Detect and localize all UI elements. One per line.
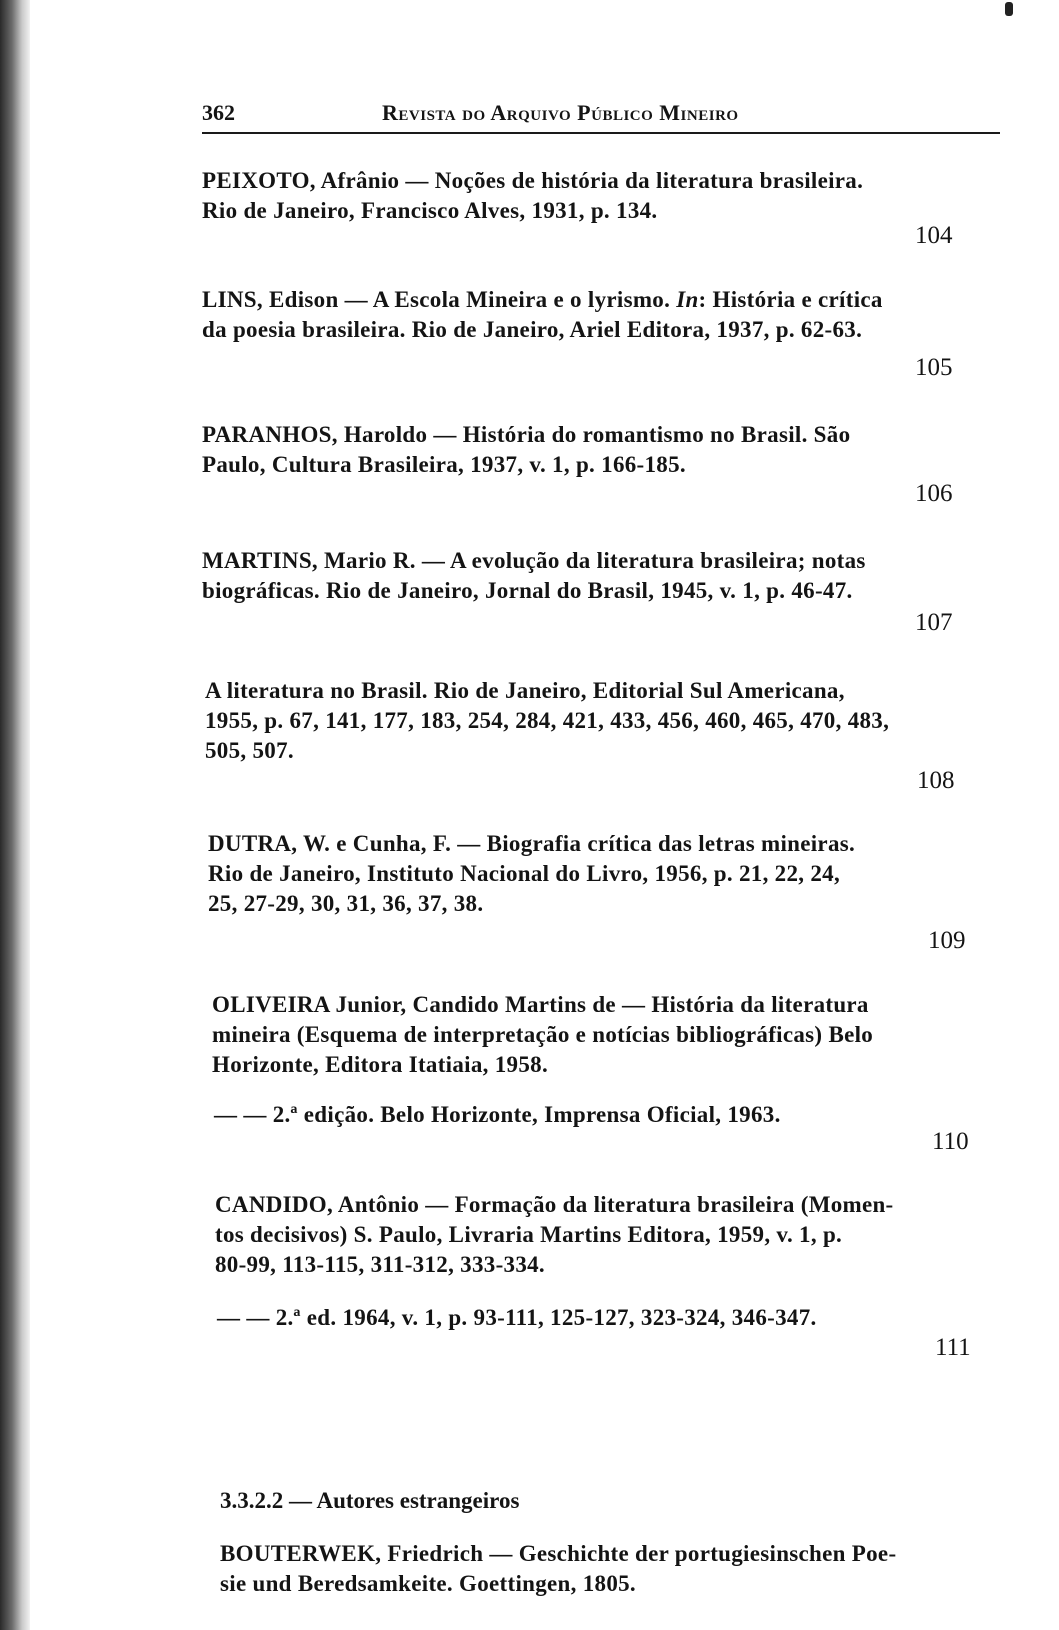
entry-line: 1955, p. 67, 141, 177, 183, 254, 284, 421, 433, 456, 460, 465, 470, 483, [205,708,890,733]
entry-line: PEIXOTO, Afrânio — Noções de história da literatura brasileira. [202,168,864,193]
entry-number: 108 [917,767,955,794]
entry-number: 109 [928,927,966,954]
entry-line: Horizonte, Editora Itatiaia, 1958. [212,1052,548,1077]
entry-line: 80-99, 113-115, 311-312, 333-334. [215,1252,545,1277]
bibliography-entry-105 [202,285,883,345]
bibliography-entry-107 [202,546,866,606]
page-number: 362 [202,100,235,125]
entry-line: BOUTERWEK, Friedrich — Geschichte der portugiesinschen Poe- [220,1541,897,1566]
entry-line: PARANHOS, Haroldo — História do romantismo no Brasil. São [202,422,851,447]
entry-line: biográficas. Rio de Janeiro, Jornal do Brasil, 1945, v. 1, p. 46-47. [202,578,853,603]
entry-line: Rio de Janeiro, Francisco Alves, 1931, p. 134. [202,198,658,223]
bibliography-entry-106 [202,420,850,480]
entry-line: 25, 27-29, 30, 31, 36, 37, 38. [208,891,484,916]
bibliography-entry-111-second-edition [217,1303,817,1333]
entry-number: 110 [932,1128,969,1155]
entry-line: 505, 507. [205,738,294,763]
bibliography-entry-111 [215,1190,894,1280]
entry-line: — — 2.ª edição. Belo Horizonte, Imprensa Oficial, 1963. [214,1102,781,1127]
bibliography-entry-110-second-edition [214,1100,781,1130]
entry-line: DUTRA, W. e Cunha, F. — Biografia crítica das letras mineiras. [208,831,856,856]
in-label: In [676,287,699,312]
ink-speck [1005,2,1013,16]
entry-line: MARTINS, Mario R. — A evolução da literatura brasileira; notas [202,548,866,573]
bibliography-entry-bouterwek [220,1539,896,1599]
bibliography-entry-109 [208,829,855,919]
subsection-heading: 3.3.2.2 — Autores estrangeiros [220,1488,520,1513]
entry-line: Rio de Janeiro, Instituto Nacional do Livro, 1956, p. 21, 22, 24, [208,861,841,886]
page-binding-edge [0,0,30,1630]
entry-line: CANDIDO, Antônio — Formação da literatura brasileira (Momen- [215,1192,894,1217]
entry-number: 111 [935,1334,971,1361]
entry-line: — — 2.ª ed. 1964, v. 1, p. 93-111, 125-127, 323-324, 346-347. [217,1305,817,1330]
entry-number: 104 [915,222,953,249]
entry-line: mineira (Esquema de interpretação e notícias bibliográficas) Belo [212,1022,874,1047]
entry-line: da poesia brasileira. Rio de Janeiro, Ariel Editora, 1937, p. 62-63. [202,317,863,342]
bibliography-entry-110 [212,990,873,1080]
entry-line-rest: : História e crítica [698,287,883,312]
entry-number: 105 [915,354,953,381]
entry-line: LINS, Edison — A Escola Mineira e o lyrismo. [202,287,671,312]
entry-line: sie und Beredsamkeite. Goettingen, 1805. [220,1571,636,1596]
entry-number: 106 [915,480,953,507]
entry-line: tos decisivos) S. Paulo, Livraria Martins Editora, 1959, v. 1, p. [215,1222,843,1247]
entry-line: Paulo, Cultura Brasileira, 1937, v. 1, p. 166-185. [202,452,686,477]
entry-number: 107 [915,609,953,636]
bibliography-entry-104 [202,166,863,226]
running-title: Revista do Arquivo Público Mineiro [382,100,739,125]
bibliography-entry-108 [205,676,889,766]
page-header [202,96,1000,134]
entry-line: OLIVEIRA Junior, Candido Martins de — História da literatura [212,992,869,1017]
entry-line: A literatura no Brasil. Rio de Janeiro, Editorial Sul Americana, [205,678,845,703]
